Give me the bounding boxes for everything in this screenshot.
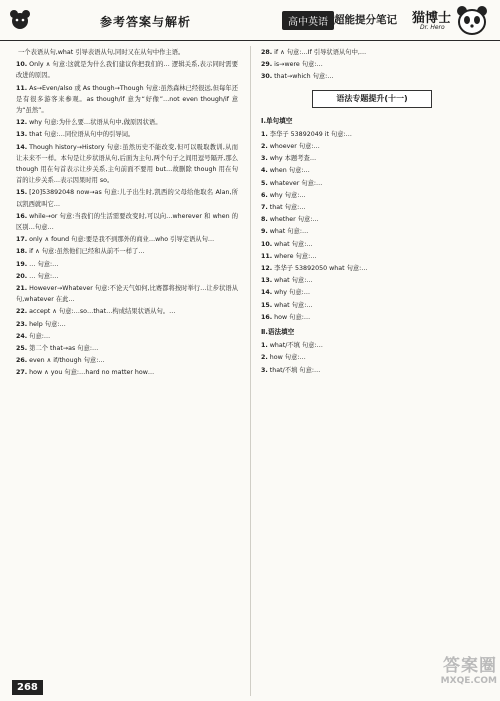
answer-item: 22. accept ∧ 句意:…so…that…构成结果状语从句。… [16, 308, 176, 316]
column-divider [250, 46, 251, 696]
course-badge: 高中英语 [282, 11, 334, 30]
answer-item: 29. is→were 句意:… [261, 61, 323, 69]
answer-item: 10. what 句意:… [261, 240, 313, 248]
answer-item: 15. what 句意:… [261, 301, 313, 309]
answer-item: 16. while→or 句意:当我们的生活需要改变时,可以向…wherever 和 when 的区别…句意… [16, 212, 238, 232]
page-title: 参考答案与解析 [100, 15, 192, 29]
section-subtitle: Ⅱ.语法填空 [261, 328, 295, 337]
series-name: 超能提分笔记 [334, 14, 397, 26]
brand-name: 猫博士 [412, 11, 452, 26]
answer-item: 26. even ∧ if/though 句意:… [16, 357, 105, 365]
answer-item: 2. whoever 句意:… [261, 143, 320, 151]
answer-item: 24. 句意:… [16, 332, 51, 340]
panda-icon [455, 4, 489, 36]
answer-item: 7. that 句意:… [261, 204, 306, 212]
watermark [425, 656, 497, 700]
answer-item: 5. whatever 句意:… [261, 179, 323, 187]
section-subtitle: Ⅰ.单句填空 [261, 116, 293, 125]
answer-item: 4. when 句意:… [261, 167, 310, 175]
section-heading-box: 语法专题提升(十一) [312, 90, 432, 108]
answer-item: 12. 李华子 53892050 what 句意:… [261, 265, 368, 273]
page-number: 268 [12, 680, 43, 695]
mouse-icon [9, 9, 31, 31]
answer-item: 3. why 本题考查… [261, 155, 317, 163]
answer-item: 12. why 句意:为什么要…状语从句中,做原因状语。 [16, 119, 162, 127]
answer-item: 21. However→Whatever 句意:不论天气如何,比赛都将按时举行…让步状语从句,whatever 在此… [16, 285, 238, 304]
left-column [16, 47, 238, 380]
answer-item: 13. what 句意:… [261, 277, 313, 285]
answer-item: 11. where 句意:… [261, 252, 317, 260]
answer-item: 28. if ∧ 句意:…If 引导状语从句中,… [261, 49, 367, 56]
answer-item: 25. 第二个 that→as 句意:… [16, 345, 99, 353]
page-header [0, 0, 500, 41]
answer-item: 14. Though history→History 句意:虽然历史不能改变,但可以吸取教训,从而让未来不一样。本句是让步状语从句,后面为主句,两个句子之间用逗号隔开,那么 though 用在句首表示让步关系,主句前面不要用 but…故删除 though 用在句首的让步关系…表示因果时用 so。 [16, 143, 238, 185]
brand-english: Dr. Hero [420, 24, 445, 31]
answer-item: 1. what/不填 句意:… [261, 342, 323, 350]
answer-item: 1. 李华子 53892049 it 句意:… [261, 130, 352, 138]
answer-item: 15. [20]53892048 now→as 句意:儿子出生时,凯西的父母给他取名 Alan,所以凯西就叫它… [16, 189, 238, 208]
answer-item: 8. whether 句意:… [261, 216, 319, 224]
answer-item: 2. how 句意:… [261, 354, 306, 362]
answer-item: 19. … 句意:… [16, 260, 59, 268]
answer-item: 13. that 句意:…同位语从句中的引导词。 [16, 131, 135, 139]
answer-item: 18. if ∧ 句意:虽然他们已经和从前不一样了… [16, 248, 145, 256]
answer-item: 23. help 句意:… [16, 320, 66, 328]
watermark-site: MXQE.COM [440, 676, 497, 686]
answer-item: 16. how 句意:… [261, 313, 311, 321]
right-column [261, 47, 483, 377]
answer-item: 9. what 句意:… [261, 228, 309, 236]
answer-item: 17. only ∧ found 句意:要是我不到那外的商业…who 引导定语从句… [16, 236, 215, 244]
answer-item: 3. that/不填 句意:… [261, 366, 321, 374]
answer-item: 11. As→Even/also 或 As though→Though 句意:虽然森林已经很远,但每年还是有很多游客来参观。as though/if 意为“好像”…not even though/if 意为“虽然”。 [16, 84, 238, 115]
answer-item: 20. … 句意:… [16, 272, 59, 280]
answer-item: 14. why 句意:… [261, 289, 311, 297]
answer-item: 10. Only ∧ 句意:这就是为什么我们建议你把我们的… 逻辑关系,表示同时需要改进的原因。 [16, 61, 238, 80]
answer-item: 一个表语从句,what 引导表语从句,同时又在从句中作主语。 [18, 49, 185, 56]
answer-item: 30. that→which 句意:… [261, 73, 334, 81]
answer-item: 6. why 句意:… [261, 191, 306, 199]
watermark-mark: 答案圈 [443, 656, 497, 676]
answer-item: 27. how ∧ you 句意:…hard no matter how… [16, 369, 155, 377]
